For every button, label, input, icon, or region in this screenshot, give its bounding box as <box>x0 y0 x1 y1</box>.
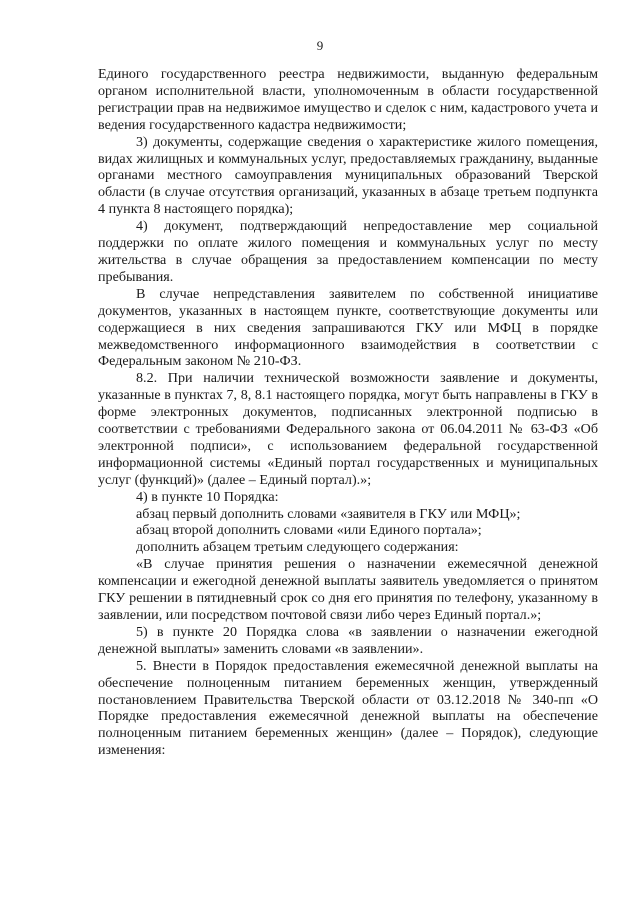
paragraph-abzac-first: абзац первый дополнить словами «заявителя в ГКУ или МФЦ»; <box>136 505 521 522</box>
document-body <box>98 66 598 759</box>
paragraph-point-10: 4) в пункте 10 Порядка: <box>136 488 279 505</box>
paragraph-item-3-documents: 3) документы, содержащие сведения о характеристике жилого помещения, видах жилищных и коммунальных услуг, предоставляемых гражданину, выданные органами местного самоуправления муниципальных образований Тверской области (в случае отсутствия организаций, указанных в абзаце третьем подпункта 4 пункта 8 настоящего порядка); <box>98 133 598 218</box>
paragraph-point-20: 5) в пункте 20 Порядка слова «в заявлении о назначении ежегодной денежной выплаты» заменить словами «в заявлении». <box>98 623 598 657</box>
paragraph-abzac-second: абзац второй дополнить словами «или Единого портала»; <box>136 522 482 539</box>
page-number: 9 <box>316 38 324 53</box>
paragraph-section-5: 5. Внести в Порядок предоставления ежемесячной денежной выплаты на обеспечение полноценным питанием беременных женщин, утвержденный постановлением Правительства Тверской области от 03.12.2018 № 340-пп «О Порядке предоставления ежемесячной денежной выплаты на обеспечение полноценным питанием беременных женщин» (далее – Порядок), следующие изменения: <box>98 657 598 759</box>
paragraph-non-submission: В случае непредставления заявителем по собственной инициативе документов, указанных в настоящем пункте, соответствующие документы или содержащиеся в них сведения запрашиваются ГКУ или МФЦ в порядке межведомственного информационного взаимодействия в соответствии с Федеральным законом № 210-ФЗ. <box>98 285 598 370</box>
paragraph-item-4-document: 4) документ, подтверждающий непредоставление мер социальной поддержки по оплате жилого помещения и коммунальных услуг по месту жительства в случае обращения за предоставлением компенсации по месту пребывания. <box>98 218 598 285</box>
paragraph-registry-extract: Единого государственного реестра недвижимости, выданную федеральным органом исполнительной власти, уполномоченным в области государственной регистрации прав на недвижимое имущество и сделок с ним, кадастрового учета и ведения государственного кадастра недвижимости; <box>98 66 598 133</box>
paragraph-8-2-electronic: 8.2. При наличии технической возможности заявление и документы, указанные в пунктах 7, 8, 8.1 настоящего порядка, могут быть направлены в ГКУ в форме электронных документов, подписанных электронной подписью в соответствии с требованиями Федерального закона от 06.04.2011 № 63-ФЗ «Об электронной подписи», с использованием федеральной государственной информационной системы «Единый портал государственных и муниципальных услуг (функций)» (далее – Единый портал).»; <box>98 370 598 488</box>
paragraph-abzac-third-intro: дополнить абзацем третьим следующего содержания: <box>136 539 459 556</box>
paragraph-decision-notice: «В случае принятия решения о назначении ежемесячной денежной компенсации и ежегодной денежной выплаты заявитель уведомляется о принятом ГКУ решении в пятидневный срок со дня его принятия по телефону, указанному в заявлении, или посредством почтовой связи либо через Единый портал.»; <box>98 556 598 623</box>
